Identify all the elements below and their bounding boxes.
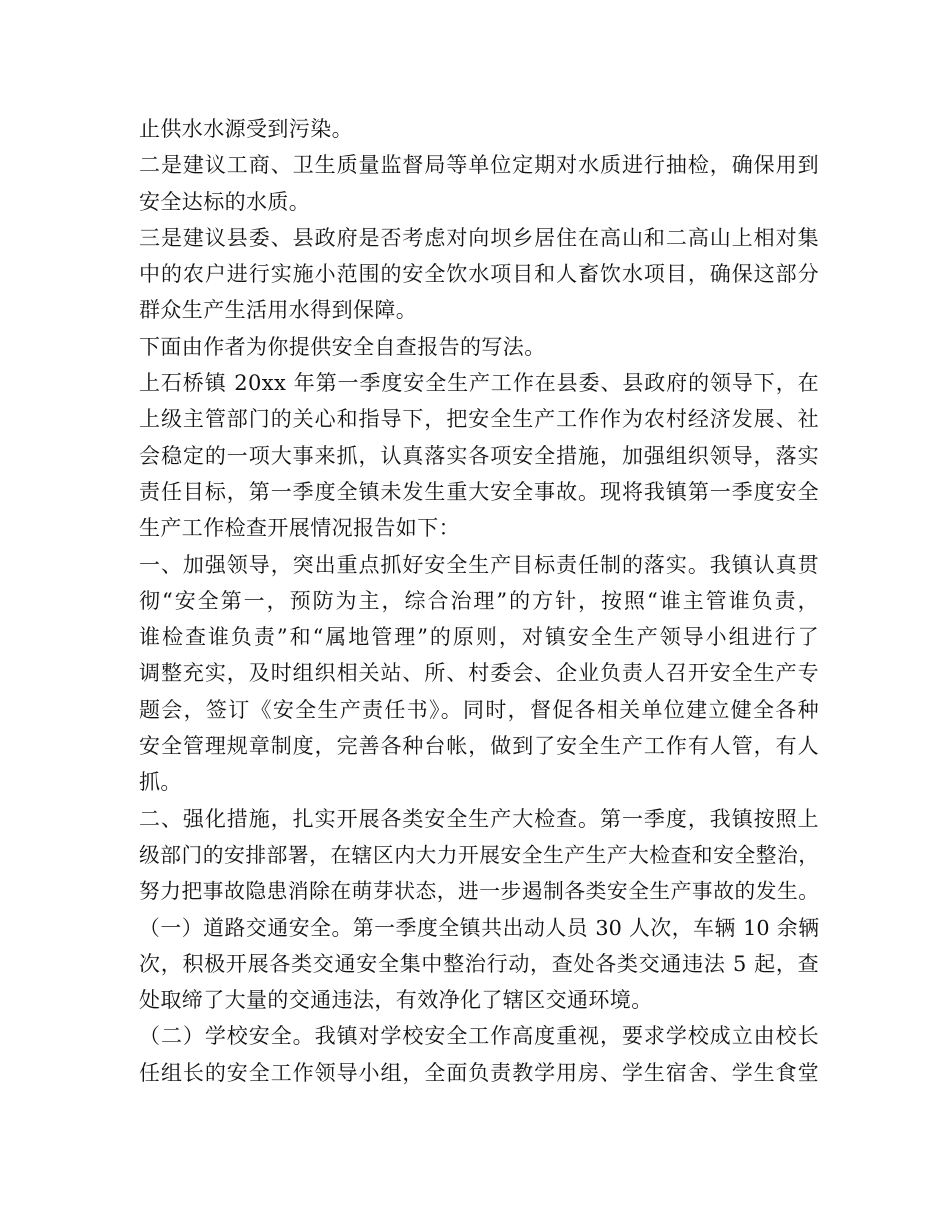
text-line: 次，积极开展各类交通安全集中整治行动，查处各类交通违法 5 起，查	[139, 951, 819, 976]
text-line: 上石桥镇 20xx 年第一季度安全生产工作在县委、县政府的领导下，在	[139, 371, 819, 396]
text-line: 题会，签订《安全生产责任书》。同时，督促各相关单位建立健全各种	[139, 697, 819, 722]
text-line: 中的农户进行实施小范围的安全饮水项目和人畜饮水项目，确保这部分	[139, 262, 819, 287]
text-line: 三是建议县委、县政府是否考虑对向坝乡居住在高山和二高山上相对集	[139, 225, 819, 250]
text-line: 生产工作检查开展情况报告如下：	[139, 516, 460, 541]
text-line: 责任目标，第一季度全镇未发生重大安全事故。现将我镇第一季度安全	[139, 479, 819, 504]
text-line: 谁检查谁负责”和“属地管理”的原则，对镇安全生产领导小组进行了	[139, 625, 819, 650]
text-line: （一）道路交通安全。第一季度全镇共出动人员 30 人次，车辆 10 余辆	[139, 915, 819, 940]
document-body	[139, 111, 819, 1091]
text-line: 彻“安全第一，预防为主，综合治理”的方针，按照“谁主管谁负责，	[139, 588, 819, 613]
text-line: 上级主管部门的关心和指导下，把安全生产工作作为农村经济发展、社	[139, 407, 819, 432]
text-line: 处取缔了大量的交通违法，有效净化了辖区交通环境。	[139, 988, 653, 1013]
text-line: 安全达标的水质。	[139, 189, 311, 214]
text-line: 二是建议工商、卫生质量监督局等单位定期对水质进行抽检，确保用到	[139, 153, 819, 178]
text-line: 止供水水源受到污染。	[139, 117, 353, 141]
text-line: （二）学校安全。我镇对学校安全工作高度重视，要求学校成立由校长	[139, 1024, 819, 1049]
text-line: 群众生产生活用水得到保障。	[139, 298, 418, 323]
text-line: 调整充实，及时组织相关站、所、村委会、企业负责人召开安全生产专	[139, 661, 819, 686]
text-line: 二、强化措施，扎实开展各类安全生产大检查。第一季度，我镇按照上	[139, 806, 819, 831]
text-line: 一、加强领导，突出重点抓好安全生产目标责任制的落实。我镇认真贯	[139, 552, 819, 577]
text-line: 安全管理规章制度，完善各种台帐，做到了安全生产工作有人管，有人	[139, 734, 819, 759]
text-line: 努力把事故隐患消除在萌芽状态，进一步遏制各类安全生产事故的发生。	[139, 879, 819, 904]
text-line: 会稳定的一项大事来抓，认真落实各项安全措施，加强组织领导，落实	[139, 443, 819, 468]
text-line: 级部门的安排部署，在辖区内大力开展安全生产生产大检查和安全整治，	[139, 842, 819, 867]
text-line: 任组长的安全工作领导小组，全面负责教学用房、学生宿舍、学生食堂	[139, 1060, 819, 1085]
text-line: 下面由作者为你提供安全自查报告的写法。	[139, 334, 546, 359]
text-line: 抓。	[139, 770, 182, 795]
